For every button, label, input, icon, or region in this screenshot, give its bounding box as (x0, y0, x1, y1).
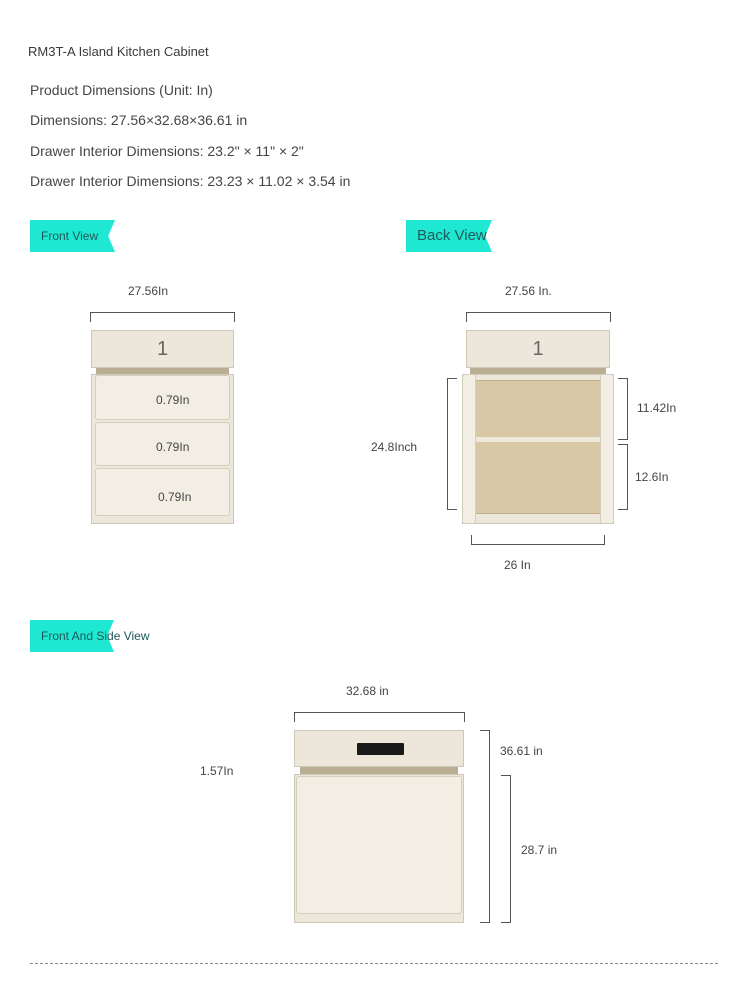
front-width-label: 27.56In (128, 284, 169, 298)
drawer-label: 0.79In (156, 393, 190, 407)
side-width-label: 32.68 in (346, 684, 389, 698)
spec-line: Dimensions: 27.56×32.68×36.61 in (30, 112, 248, 128)
back-view-tag: Back View (406, 220, 492, 252)
side-total-bracket (480, 730, 490, 923)
side-panel (296, 776, 462, 914)
drawer-label: 0.79In (156, 440, 190, 454)
spec-line: Drawer Interior Dimensions: 23.23 × 11.02 × 3.54 in (30, 173, 351, 189)
back-upper-label: 11.42In (637, 401, 677, 415)
front-display-number: 1 (156, 338, 169, 360)
front-countertop (91, 330, 234, 368)
back-width-bracket (466, 312, 611, 322)
side-view-tag: Front And Side View (30, 620, 114, 652)
side-cabinet (292, 730, 466, 925)
back-interior (475, 380, 601, 514)
back-width-label: 27.56 In. (505, 284, 552, 298)
front-view-tag: Front View (30, 220, 115, 252)
front-cabinet (88, 330, 238, 526)
drawer-label: 0.79In (158, 490, 192, 504)
divider (30, 963, 718, 964)
back-lower-label: 12.6In (635, 470, 669, 484)
back-height-label: 24.8Inch (371, 440, 418, 454)
back-upper-bracket (618, 378, 628, 440)
back-display-number: 1 (532, 338, 544, 360)
back-bottom-label: 26 In (504, 558, 531, 572)
spec-line: Product Dimensions (Unit: In) (30, 82, 213, 98)
front-drawer (95, 422, 230, 466)
back-height-bracket (447, 378, 457, 510)
side-lower-bracket (501, 775, 511, 923)
back-countertop (466, 330, 610, 368)
side-lower-label: 28.7 in (521, 843, 558, 857)
side-countertop (294, 730, 464, 767)
front-drawer (95, 468, 230, 516)
control-panel-icon (357, 743, 404, 755)
front-drawer (95, 375, 230, 420)
page-title: RM3T-A Island Kitchen Cabinet (28, 44, 209, 59)
side-total-label: 36.61 in (500, 744, 543, 758)
back-bottom-bracket (471, 535, 605, 545)
back-door-left (462, 374, 476, 524)
back-lower-bracket (618, 444, 628, 510)
front-width-bracket (90, 312, 235, 322)
side-top-label: 1.57In (200, 764, 234, 778)
spec-line: Drawer Interior Dimensions: 23.2" × 11" × 2" (30, 143, 304, 159)
back-shelf (475, 437, 601, 442)
back-cabinet (462, 330, 614, 526)
side-width-bracket (294, 712, 465, 722)
back-door-right (600, 374, 614, 524)
